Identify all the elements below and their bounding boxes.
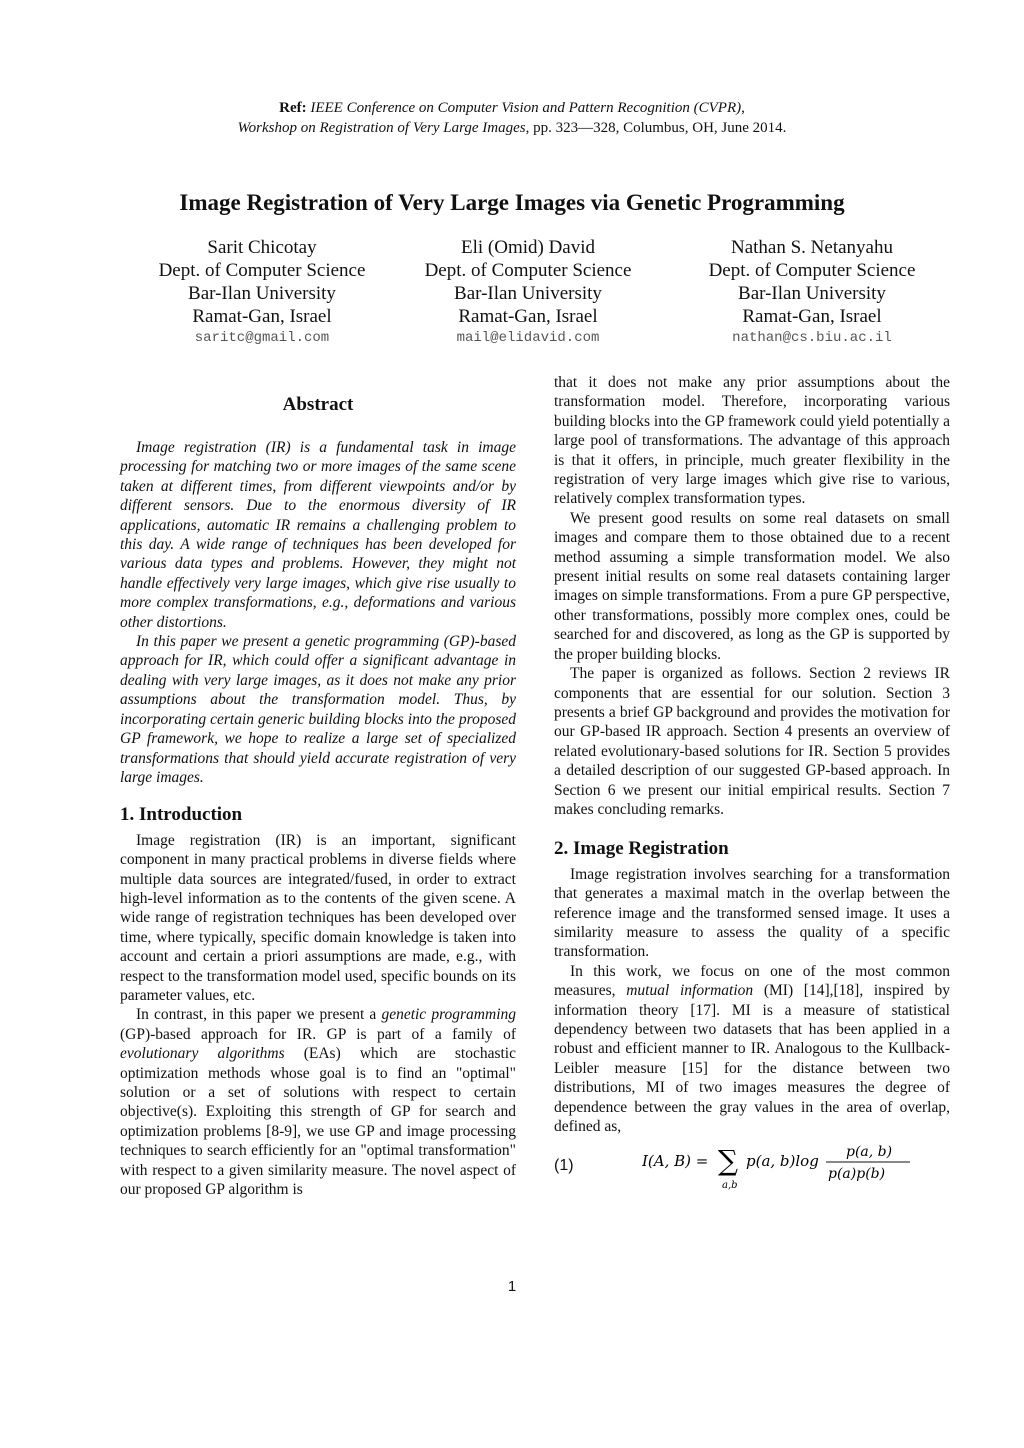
author-univ: Bar-Ilan University	[738, 283, 886, 304]
equation-1	[554, 1144, 950, 1196]
section-heading-introduction: 1. Introduction	[120, 804, 243, 826]
author-city: Ramat-Gan, Israel	[742, 306, 882, 327]
paper-title: Image Registration of Very Large Images via Genetic Programming	[179, 190, 845, 215]
summation-sign: ∑	[718, 1144, 738, 1178]
intro-paragraph-2: In contrast, in this paper we present a genetic programming (GP)-based approach for IR. GP is part of a family of evolutionary algorithms (EAs) which are stochastic optimization methods whose goal is to find an "optimal" solution or a set of solutions with respect to certain objective(s). Exploiting this strength of GP for search and optimization problems [8-9], we use GP and image processing techniques to search efficiently for an "optimal transformation" with respect to a given similarity measure. The novel aspect of our proposed GP algorithm is	[120, 1006, 516, 1199]
mutual-information-formula	[642, 1144, 912, 1194]
author-block-1	[142, 236, 382, 348]
author-univ: Bar-Ilan University	[188, 283, 336, 304]
right-column	[554, 373, 950, 1196]
fraction-numerator: p(a, b)	[846, 1144, 893, 1161]
ref-workshop: Workshop on Registration of Very Large Images	[237, 120, 526, 136]
author-block-3	[692, 236, 932, 348]
author-block-2	[408, 236, 648, 348]
equation-body	[642, 1144, 912, 1198]
author-email: nathan@cs.biu.ac.il	[732, 330, 892, 346]
abstract-heading: Abstract	[282, 394, 354, 415]
ref-rest: , pp. 323—328, Columbus, OH, June 2014.	[525, 120, 787, 136]
author-dept: Dept. of Computer Science	[708, 260, 916, 281]
author-name: Nathan S. Netanyahu	[731, 237, 893, 258]
abstract-paragraph-1: Image registration (IR) is a fundamental task in image processing for matching two or more images of the same scene taken at different times, from different viewpoints and/or by different sensors. Due to the enormous diversity of IR applications, automatic IR remains a challenging problem to this day. A wide range of techniques has been developed for various data types and problems. However, they might not handle effectively very large images, which give rise usually to more complex transformations, e.g., deformations and various other distortions.	[120, 439, 516, 631]
intro-paragraph-4: The paper is organized as follows. Section 2 reviews IR components that are essential for our solution. Section 3 presents a brief GP background and provides the motivation for our GP-based IR approach. Section 4 presents an overview of related evolutionary-based solutions for IR. Section 5 provides a detailed description of our suggested GP-based approach. In Section 6 we present our initial empirical results. Section 7 makes concluding remarks.	[554, 665, 950, 818]
page-number: 1	[507, 1278, 517, 1295]
author-univ: Bar-Ilan University	[454, 283, 602, 304]
author-dept: Dept. of Computer Science	[424, 260, 632, 281]
author-email: mail@elidavid.com	[456, 330, 600, 346]
reg-paragraph-1: Image registration involves searching for a transformation that generates a maximal match in the overlap between the reference image and the transformed sensed image. It uses a similarity measure to assess the quality of a specific transformation.	[554, 865, 950, 961]
fraction-denominator: p(a)p(b)	[828, 1166, 886, 1183]
abstract-paragraph-2: In this paper we present a genetic programming (GP)-based approach for IR, which could offer a significant advantage in dealing with very large images, as it does not make any prior assumptions about the transformation model. Thus, by incorporating certain generic building blocks into the proposed GP framework, we hope to realize a large set of specialized transformations that should yield accurate registration of very large images.	[120, 633, 516, 786]
ref-label: Ref:	[279, 100, 307, 116]
summation-subscript: a,b	[722, 1180, 738, 1192]
author-city: Ramat-Gan, Israel	[192, 306, 332, 327]
section-heading-image-registration: 2. Image Registration	[554, 838, 729, 860]
equation-term: p(a, b)log	[746, 1152, 819, 1171]
author-email: saritc@gmail.com	[194, 330, 330, 346]
author-dept: Dept. of Computer Science	[158, 260, 366, 281]
ref-venue: IEEE Conference on Computer Vision and Pattern Recognition (CVPR)	[310, 100, 742, 116]
equation-lhs: I(A, B) =	[642, 1152, 709, 1171]
author-name: Sarit Chicotay	[207, 237, 317, 258]
author-city: Ramat-Gan, Israel	[458, 306, 598, 327]
equation-number: (1)	[554, 1157, 574, 1175]
intro-continuation: that it does not make any prior assumptions about the transformation model. Therefore, incorporating various building blocks into the GP framework could yield potentially a large pool of transformations. The advantage of this approach is that it offers, in principle, much greater flexibility in the registration of very large images which give rise to various, relatively complex transformation types.	[554, 374, 950, 508]
left-column	[120, 438, 516, 1199]
intro-paragraph-1: Image registration (IR) is an important, significant component in many practical problems in diverse fields where multiple data sources are integrated/fused, in order to extract high-level information as to the contents of the given scene. A wide range of registration techniques has been developed over time, where typically, specific domain knowledge is taken into account and certain a priori assumptions are made, e.g., with respect to the transformation model used, specific bounds on its parameter values, etc.	[120, 831, 516, 1004]
author-name: Eli (Omid) David	[460, 237, 596, 258]
reference-line	[0, 98, 1024, 138]
ref-sep: ,	[741, 100, 745, 116]
reg-paragraph-2: In this work, we focus on one of the most common measures, mutual information (MI) [14],[18], inspired by information theory [17]. MI is a measure of statistical dependency between two datasets that has been applied in a robust and efficient manner to IR. Analogous to the Kullback-Leibler measure [15] for the distance between two distributions, MI of two images measures the degree of dependence between the gray values in the area of overlap, defined as,	[554, 962, 950, 1136]
intro-paragraph-3: We present good results on some real datasets on small images and compare them to those obtained due to a recent method assuming a simple transformation model. We also present initial results on some real datasets containing larger images on simple transformations. From a pure GP perspective, other transformations, possibly more complex ones, could be searched for and discovered, as long as the GP is supported by the proper building blocks.	[554, 509, 950, 663]
